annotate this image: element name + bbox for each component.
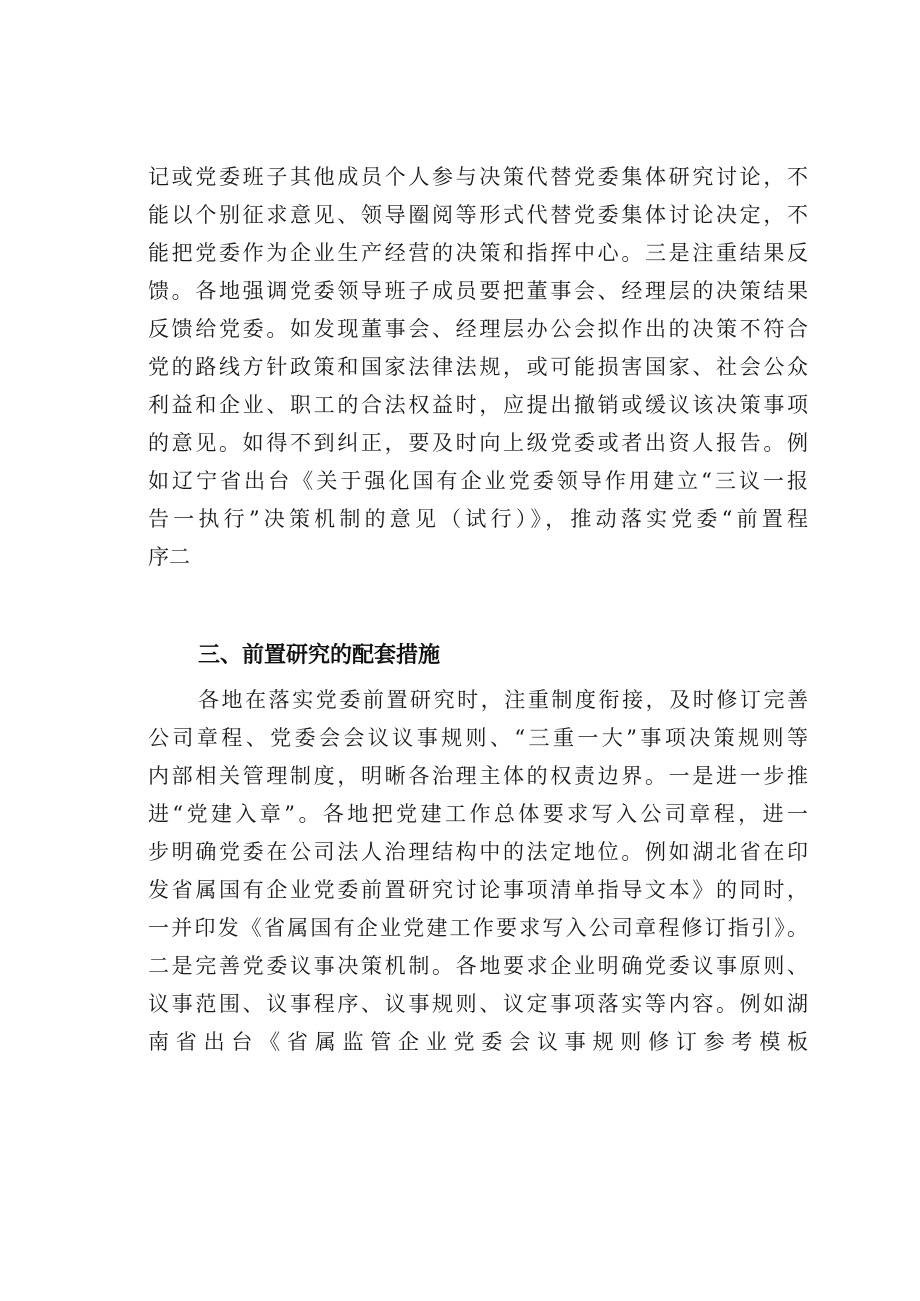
paragraph-line: 能以个别征求意见、领导圈阅等形式代替党委集体讨论决定，不 <box>148 203 808 227</box>
paragraph-1 <box>148 158 808 576</box>
paragraph-line: 南省出台《省属监管企业党委会议事规则修订参考模板 <box>148 1030 808 1054</box>
paragraph-line: 各地在落实党委前置研究时，注重制度衔接，及时修订完善 <box>198 688 808 712</box>
paragraph-line: 二是完善党委议事决策机制。各地要求企业明确党委议事原则、 <box>148 954 808 978</box>
section-heading: 三、前置研究的配套措施 <box>198 643 441 668</box>
paragraph-line: 议事范围、议事程序、议事规则、议定事项落实等内容。例如湖 <box>148 992 808 1016</box>
paragraph-line: 一并印发《省属国有企业党建工作要求写入公司章程修订指引》。 <box>148 916 808 940</box>
section-heading-block <box>148 634 808 678</box>
paragraph-line: 利益和企业、职工的合法权益时，应提出撤销或缓议该决策事项 <box>148 393 808 417</box>
paragraph-line: 能把党委作为企业生产经营的决策和指挥中心。三是注重结果反 <box>148 241 808 265</box>
paragraph-line: 如辽宁省出台《关于强化国有企业党委领导作用建立“三议一报 <box>148 469 808 493</box>
paragraph-line: 发省属国有企业党委前置研究讨论事项清单指导文本》的同时， <box>148 878 808 902</box>
paragraph-line: 记或党委班子其他成员个人参与决策代替党委集体研究讨论，不 <box>148 165 808 189</box>
paragraph-line: 序二 <box>148 545 190 569</box>
paragraph-line: 馈。各地强调党委领导班子成员要把董事会、经理层的决策结果 <box>148 279 808 303</box>
paragraph-line: 告一执行”决策机制的意见（试行）》，推动落实党委“前置程 <box>148 507 808 531</box>
paragraph-line: 步明确党委在公司法人治理结构中的法定地位。例如湖北省在印 <box>148 840 808 864</box>
paragraph-line: 内部相关管理制度，明晰各治理主体的权责边界。一是进一步推 <box>148 764 808 788</box>
paragraph-line: 的意见。如得不到纠正，要及时向上级党委或者出资人报告。例 <box>148 431 808 455</box>
paragraph-2 <box>148 681 808 1061</box>
paragraph-line: 党的路线方针政策和国家法律法规，或可能损害国家、社会公众 <box>148 355 808 379</box>
paragraph-line: 反馈给党委。如发现董事会、经理层办公会拟作出的决策不符合 <box>148 317 808 341</box>
paragraph-line: 进“党建入章”。各地把党建工作总体要求写入公司章程，进一 <box>148 802 808 826</box>
paragraph-line: 公司章程、党委会会议议事规则、“三重一大”事项决策规则等 <box>148 726 808 750</box>
